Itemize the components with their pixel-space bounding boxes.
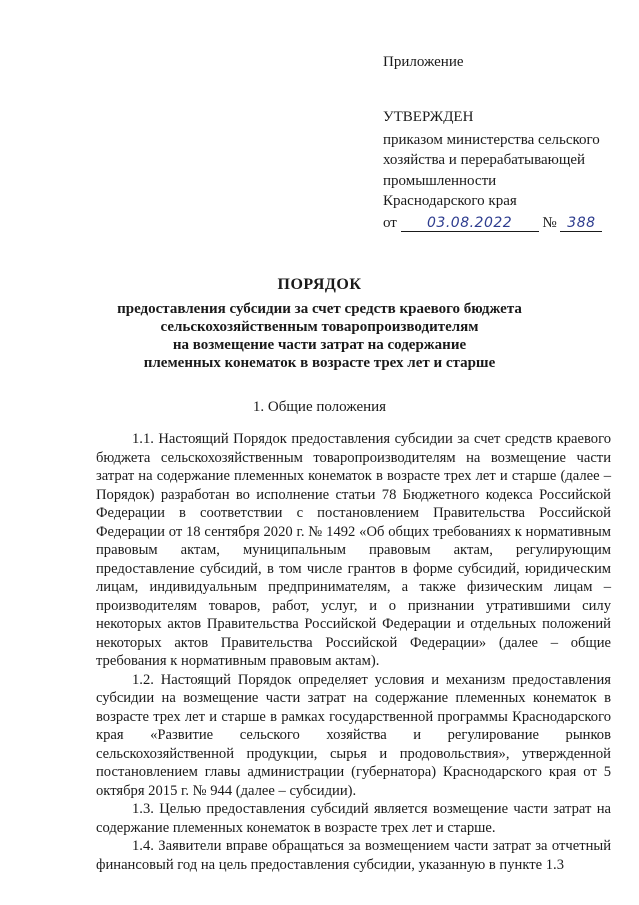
approval-date-line [383,213,623,234]
appendix-label: Приложение [383,54,464,70]
paragraph-1-2: 1.2. Настоящий Порядок определяет условия и механизм предоставления субсидии на возмещение части затрат на содержание племенных конематок в возрасте трех лет и старше в рамках государственной программы Краснодарского края «Развитие сельского хозяйства и регулирование рынков сельскохозяйственной продукции, сырья и продовольствия», утвержденной постановлением главы администрации (губернатора) Краснодарского края от 5 октября 2015 г. № 944 (далее – субсидии). [96,671,611,799]
date-field [401,215,539,232]
document-subtitle-line: на возмещение части затрат на содержание [172,337,467,353]
approval-order-line: хозяйства и перерабатывающей [383,152,586,169]
paragraph-1-4: 1.4. Заявители вправе обращаться за возмещением части затрат за отчетный финансовый год на цель предоставления субсидии, указанную в пункте 1.3 [96,838,611,873]
approval-order-line: промышленности [383,172,497,189]
approval-stamp [383,107,623,234]
paragraph-1-1: 1.1. Настоящий Порядок предоставления субсидии за счет средств краевого бюджета сельскохозяйственным товаропроизводителям на возмещение части затрат на содержание племенных конематок в возрасте трех лет и старше (далее – Порядок) разработан во исполнение статьи 78 Бюджетного кодекса Российской Федерации в соответствии с постановлением Правительства Российской Федерации от 18 сентября 2020 г. № 1492 «Об общих требованиях к нормативным правовым актам, муниципальным правовым актам, регулирующим предоставление субсидий, в том числе грантов в форме субсидий, юридическим лицам, индивидуальным предпринимателям, а также физическим лицам – производителям товаров, работ, услуг, и о признании утратившими силу некоторых актов Правительства Российской Федерации и отдельных положений некоторых актов Правительства Российской Федерации» (далее – общие требования к нормативным правовым актам). [96,431,611,669]
handwritten-date: 03.08.2022 [427,214,513,231]
document-subtitle-line: сельскохозяйственным товаропроизводителям [160,319,479,335]
paragraph-1-3: 1.3. Целью предоставления субсидий является возмещение части затрат на содержание племенных конематок в возрасте трех лет и старше. [96,801,611,836]
number-sign: № [542,214,557,231]
approval-order-line: приказом министерства сельского [383,131,600,148]
section-heading: 1. Общие положения [252,399,387,415]
handwritten-number: 388 [567,214,596,231]
number-field [560,215,602,232]
approved-label: УТВЕРЖДЕН [383,109,474,125]
document-title-block [0,276,639,372]
approval-order-line: Краснодарского края [383,193,517,210]
date-prefix: от [383,214,397,231]
document-title: ПОРЯДОК [277,276,362,293]
section-body [96,430,611,874]
document-subtitle-line: племенных конематок в возрасте трех лет и старше [143,355,496,371]
document-subtitle-line: предоставления субсидии за счет средств краевого бюджета [117,301,522,317]
